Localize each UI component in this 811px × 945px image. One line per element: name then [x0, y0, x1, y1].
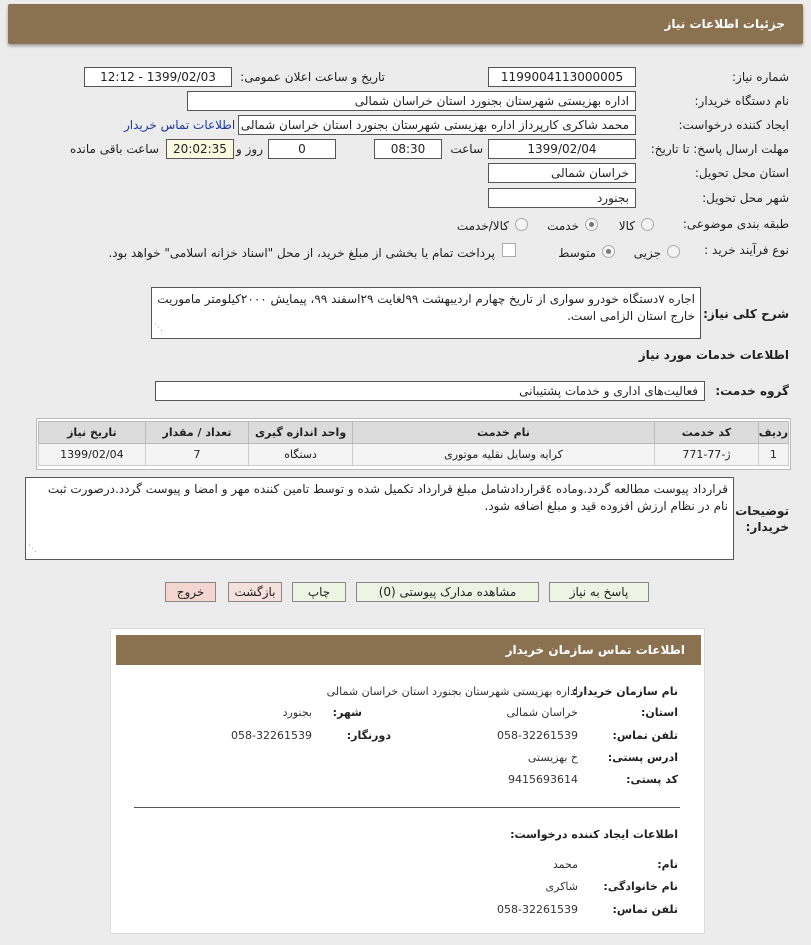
creator-family-label: نام خانوادگی: — [603, 880, 678, 893]
page-title: جزئیات اطلاعات نیاز — [664, 17, 785, 31]
deadline-time-field: 08:30 — [374, 139, 442, 159]
contact-postal-label: کد پستی: — [626, 773, 678, 786]
description-label: شرح کلی نیاز: — [703, 307, 789, 321]
back-button[interactable]: بازگشت — [228, 582, 282, 602]
description-text: اجاره ۷دستگاه خودرو سواری از تاریخ چهارم اردیبهشت ۹۹لغایت ۲۹اسفند ۹۹، پیمایش ۲۰۰۰کیلومتر ماموریت خارج استان الزامی است. — [157, 292, 695, 323]
cell-row-number: 1 — [758, 444, 788, 466]
contact-postal-value: 9415693614 — [508, 773, 578, 786]
buyer-notes-label: توضیحات خریدار: — [735, 504, 789, 534]
deadline-time-label: ساعت — [450, 142, 483, 156]
category-option-goods: کالا — [618, 219, 635, 233]
contact-fax-value: 058-32261539 — [231, 729, 312, 742]
category-radio-goods-service[interactable] — [515, 218, 528, 231]
contact-phone-value: 058-32261539 — [497, 729, 578, 742]
services-section-title: اطلاعات خدمات مورد نیاز — [638, 348, 789, 362]
table-row[interactable] — [39, 444, 789, 466]
contact-panel-header — [116, 635, 701, 665]
category-radio-goods[interactable] — [641, 218, 654, 231]
creator-family-value: شاکری — [545, 880, 578, 893]
col-service-name: نام خدمت — [352, 422, 654, 444]
city-field: بجنورد — [488, 188, 636, 208]
remaining-time-label: ساعت باقی مانده — [69, 142, 159, 156]
reply-button[interactable]: پاسخ به نیاز — [549, 582, 649, 602]
category-option-service: خدمت — [547, 219, 579, 233]
cell-unit: دستگاه — [249, 444, 353, 466]
deadline-label: مهلت ارسال پاسخ: تا تاریخ: — [650, 142, 789, 156]
category-label: طبقه بندی موضوعی: — [682, 217, 789, 231]
col-unit: واحد اندازه گیری — [249, 422, 353, 444]
remaining-time-field: 20:02:35 — [166, 139, 234, 159]
contact-fax-label: دورنگار: — [346, 729, 391, 742]
contact-panel-title: اطلاعات تماس سازمان خریدار — [505, 643, 685, 657]
table-header-row — [39, 422, 789, 444]
process-radio-medium[interactable] — [602, 245, 615, 258]
creator-phone-value: 058-32261539 — [497, 903, 578, 916]
category-option-goods-service: کالا/خدمت — [456, 219, 509, 233]
province-field: خراسان شمالی — [488, 163, 636, 183]
print-button[interactable]: چاپ — [292, 582, 346, 602]
process-label: نوع فرآیند خرید : — [704, 243, 789, 257]
contact-phone-label: تلفن تماس: — [612, 729, 678, 742]
exit-button[interactable]: خروج — [165, 582, 216, 602]
contact-address-value: خ بهزیستی — [527, 751, 578, 764]
cell-service-name: کرایه وسایل نقلیه موتوری — [352, 444, 654, 466]
contact-address-label: ادرس پستی: — [607, 751, 678, 764]
days-remaining-field: 0 — [268, 139, 336, 159]
process-option-minor: جزیی — [633, 246, 661, 260]
need-number-label: شماره نیاز: — [732, 70, 789, 84]
cell-need-date: 1399/02/04 — [39, 444, 146, 466]
attachments-button[interactable]: مشاهده مدارک پیوستی (0) — [356, 582, 539, 602]
days-label: روز و — [236, 142, 263, 156]
creator-field: محمد شاکری کارپرداز اداره بهزیستی شهرستان بجنورد استان خراسان شمالی — [238, 115, 636, 135]
creator-name-label: نام: — [657, 858, 678, 871]
city-label: شهر محل تحویل: — [702, 191, 789, 205]
contact-city-label: شهر: — [332, 706, 362, 719]
buyer-contact-link[interactable]: اطلاعات تماس خریدار — [124, 118, 236, 132]
service-group-label: گروه خدمت: — [715, 384, 789, 398]
cell-service-code: ژ-77-771 — [655, 444, 759, 466]
treasury-payment-note: پرداخت تمام یا بخشی از مبلغ خرید، از محل "اسناد خزانه اسلامی" خواهد بود. — [108, 246, 495, 260]
contact-province-value: خراسان شمالی — [506, 706, 578, 719]
service-group-field: فعالیت‌های اداری و خدمات پشتیبانی — [155, 381, 705, 401]
creator-section-title: اطلاعات ایجاد کننده درخواست: — [510, 828, 678, 841]
page-header — [8, 4, 803, 44]
col-need-date: تاریخ نیاز — [39, 422, 146, 444]
section-divider — [134, 807, 680, 808]
col-service-code: کد خدمت — [655, 422, 759, 444]
col-quantity: تعداد / مقدار — [145, 422, 249, 444]
creator-phone-label: تلفن تماس: — [612, 903, 678, 916]
creator-label: ایجاد کننده درخواست: — [678, 118, 789, 132]
description-textarea — [151, 287, 701, 339]
contact-org-value: اداره بهزیستی شهرستان بجنورد استان خراسان شمالی — [326, 685, 578, 698]
buyer-org-label: نام دستگاه خریدار: — [694, 94, 789, 108]
treasury-payment-checkbox[interactable] — [502, 243, 516, 257]
resize-grip-icon[interactable]: ⋰ — [154, 323, 163, 333]
contact-city-value: بجنورد — [282, 706, 312, 719]
announce-label: تاریخ و ساعت اعلان عمومی: — [240, 70, 385, 84]
cell-quantity: 7 — [145, 444, 249, 466]
buyer-notes-textarea — [25, 477, 734, 560]
process-option-medium: متوسط — [558, 246, 596, 260]
category-radio-service[interactable] — [585, 218, 598, 231]
resize-grip-icon[interactable]: ⋰ — [28, 544, 37, 554]
creator-name-value: محمد — [552, 858, 578, 871]
buyer-org-field: اداره بهزیستی شهرستان بجنورد استان خراسان شمالی — [187, 91, 636, 111]
services-table — [38, 421, 789, 466]
announce-field: 1399/02/03 - 12:12 — [84, 67, 232, 87]
need-number-field: 1199004113000005 — [488, 67, 636, 87]
deadline-date-field: 1399/02/04 — [488, 139, 636, 159]
process-radio-minor[interactable] — [667, 245, 680, 258]
contact-province-label: استان: — [641, 706, 678, 719]
col-row-number: ردیف — [758, 422, 788, 444]
province-label: استان محل تحویل: — [694, 166, 789, 180]
contact-org-label: نام سازمان خریدار: — [572, 685, 678, 698]
buyer-notes-text: قرارداد پیوست مطالعه گردد.وماده ٤قراردادشامل مبلغ قرارداد تکمیل شده و توسط تامین کننده مهر و امضا و پیوست گردد.درصورت ثبت نام در نظام ارزش افزوده قید و مبلغ اضافه شود. — [47, 482, 728, 513]
